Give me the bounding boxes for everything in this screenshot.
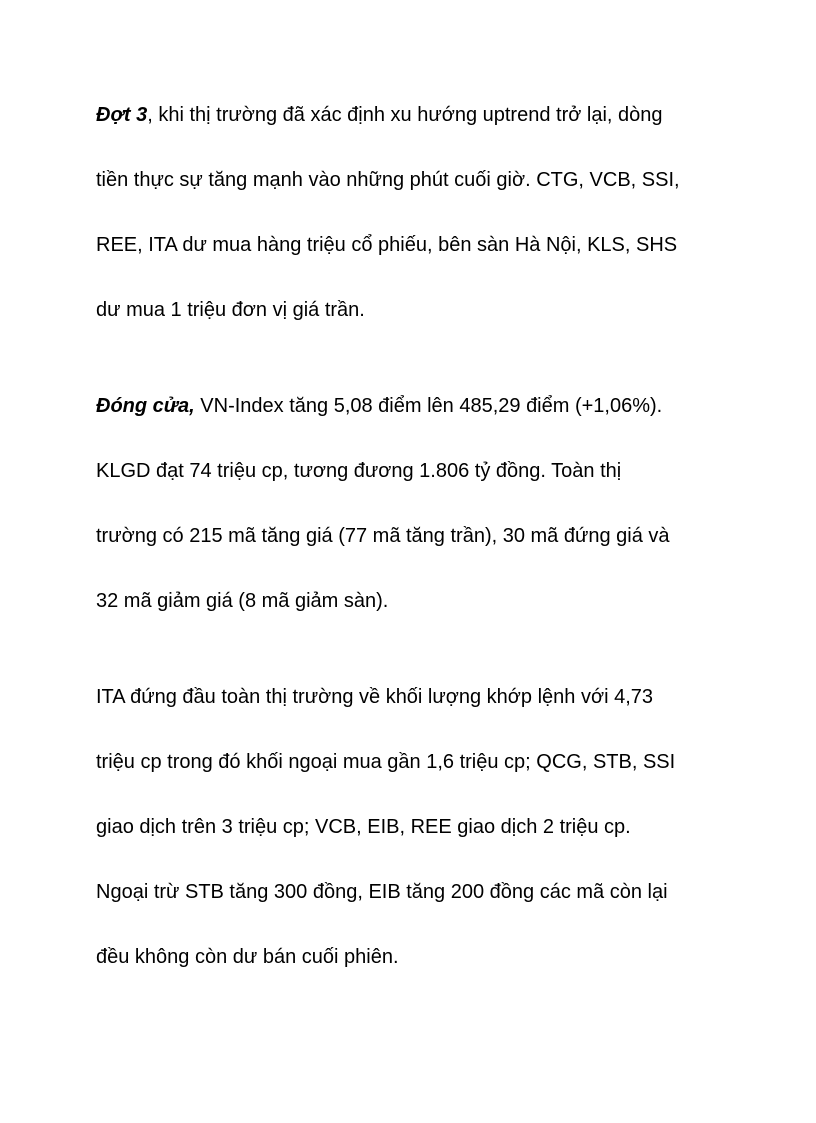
line-text: VN-Index tăng 5,08 điểm lên 485,29 điểm (+1,06%). xyxy=(194,395,663,417)
paragraph-line: REE, ITA dư mua hàng triệu cổ phiếu, bên sàn Hà Nội, KLS, SHS xyxy=(96,234,678,256)
paragraph-line: tiền thực sự tăng mạnh vào những phút cuối giờ. CTG, VCB, SSI, xyxy=(96,169,680,191)
paragraph-line: ITA đứng đầu toàn thị trường về khối lượng khớp lệnh với 4,73 xyxy=(96,686,654,708)
paragraph-line xyxy=(96,374,736,439)
paragraph-line: đều không còn dư bán cuối phiên. xyxy=(96,946,399,968)
paragraph-dot-3 xyxy=(96,83,736,343)
paragraph-line: Ngoại trừ STB tăng 300 đồng, EIB tăng 200 đồng các mã còn lại xyxy=(96,881,668,903)
line-text: , khi thị trường đã xác định xu hướng uptrend trở lại, dòng xyxy=(147,104,663,126)
paragraph-line: KLGD đạt 74 triệu cp, tương đương 1.806 tỷ đồng. Toàn thị xyxy=(96,460,622,482)
paragraph-line: giao dịch trên 3 triệu cp; VCB, EIB, REE giao dịch 2 triệu cp. xyxy=(96,816,631,838)
paragraph-line xyxy=(96,83,736,148)
paragraph-line: 32 mã giảm giá (8 mã giảm sàn). xyxy=(96,590,389,612)
paragraph-line: dư mua 1 triệu đơn vị giá trần. xyxy=(96,299,365,321)
document-page xyxy=(96,83,736,1021)
paragraph-lead: Đóng cửa, xyxy=(96,395,195,417)
paragraph-line: triệu cp trong đó khối ngoại mua gần 1,6 triệu cp; QCG, STB, SSI xyxy=(96,751,676,773)
paragraph-line: trường có 215 mã tăng giá (77 mã tăng trần), 30 mã đứng giá và xyxy=(96,525,670,547)
paragraph-ita xyxy=(96,665,736,990)
paragraph-dong-cua xyxy=(96,374,736,634)
paragraph-lead: Đợt 3 xyxy=(96,104,148,126)
